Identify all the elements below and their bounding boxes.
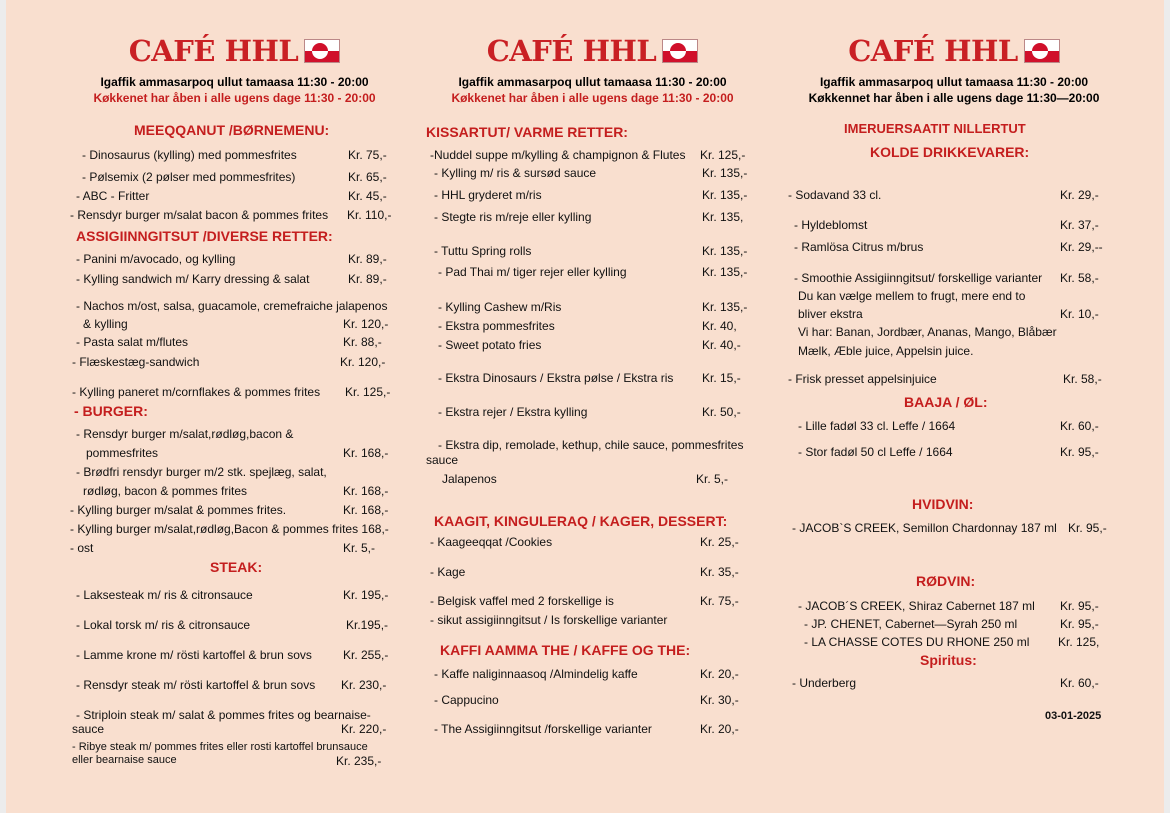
menu-item: - Kylling sandwich m/ Karry dressing & salat: [76, 272, 310, 286]
menu-item: - Laksesteak m/ ris & citronsauce: [76, 588, 253, 602]
menu-item: - Sodavand 33 cl.: [788, 188, 882, 202]
menu-item: - Ekstra dip, remolade, kethup, chile sauce, pommesfrites: [438, 438, 744, 452]
menu-item: Jalapenos: [442, 472, 497, 486]
menu-item: - Dinosaurus (kylling) med pommesfrites: [82, 148, 297, 162]
menu-item: - Stor fadøl 50 cl Leffe / 1664: [798, 445, 953, 459]
menu-item: - ABC - Fritter: [76, 189, 150, 203]
menu-price: Kr. 135,-: [702, 300, 748, 314]
menu-price: Kr. 75,-: [700, 594, 739, 608]
menu-item: - Ramlösa Citrus m/brus: [794, 240, 924, 254]
menu-item: Du kan vælge mellem to frugt, mere end to: [798, 289, 1026, 303]
menu-price: Kr. 95,-: [1060, 599, 1099, 613]
menu-item: - Pasta salat m/flutes: [76, 335, 189, 349]
menu-item: - Stegte ris m/reje eller kylling: [434, 210, 592, 224]
menu-price: Kr. 30,-: [700, 693, 739, 707]
section-white-wine-title: HVIDVIN:: [912, 496, 974, 512]
menu-item: Mælk, Æble juice, Appelsin juice.: [798, 344, 974, 358]
menu-price: Kr. 125,-: [345, 385, 391, 399]
menu-price: Kr. 95,-: [1060, 617, 1099, 631]
menu-item: - JP. CHENET, Cabernet—Syrah 250 ml: [804, 617, 1018, 631]
menu-item: - Kylling burger m/salat,rødløg,Bacon & pommes frites 168,-: [70, 522, 389, 536]
menu-item: - Striploin steak m/ salat & pommes frites og bearnaise-: [76, 708, 371, 722]
menu-price: Kr. 58,-: [1063, 372, 1102, 386]
menu-price: Kr. 110,-: [347, 208, 392, 222]
menu-price: Kr. 29,--: [1060, 240, 1103, 254]
menu-item: - Rensdyr burger m/salat,rødløg,bacon &: [76, 427, 294, 441]
menu-item: - ost: [70, 541, 94, 555]
section-steak-title: STEAK:: [210, 559, 263, 575]
menu-item: - LA CHASSE COTES DU RHONE 250 ml: [804, 635, 1030, 649]
menu-price: Kr. 60,-: [1060, 419, 1099, 433]
menu-item: - Lille fadøl 33 cl. Leffe / 1664: [798, 419, 956, 433]
menu-price: Kr. 95,-: [1060, 445, 1099, 459]
menu-column-2: [420, 0, 765, 813]
menu-price: Kr. 25,-: [700, 535, 739, 549]
menu-price: Kr. 230,-: [341, 678, 387, 692]
menu-item: - Rensdyr steak m/ rösti kartoffel & brun sovs: [76, 678, 316, 692]
menu-item: - Cappucino: [434, 693, 499, 707]
cafe-title: CAFÉ HHL: [784, 34, 1124, 68]
menu-price: Kr. 10,-: [1060, 307, 1099, 321]
kitchen-hours-dk: Køkkennet har åben i alle ugens dage 11:30—20:00: [808, 91, 1100, 105]
menu-item: - Kage: [430, 565, 466, 579]
menu-item: - JACOB`S CREEK, Semillon Chardonnay 187 ml: [792, 521, 1057, 535]
menu-price: Kr. 235,-: [336, 754, 382, 768]
menu-item: - Underberg: [792, 676, 857, 690]
menu-price: Kr. 125,: [1058, 635, 1100, 649]
menu-price: Kr. 135,-: [702, 188, 748, 202]
menu-item: - Kylling burger m/salat & pommes frites.: [70, 503, 287, 517]
section-drinks-title: IMERUERSAATIT NILLERTUT: [844, 121, 1026, 136]
menu-price: Kr. 168,-: [343, 503, 389, 517]
menu-item: - Pad Thai m/ tiger rejer eller kylling: [438, 265, 627, 279]
kitchen-hours-dk: Køkkenet har åben i alle ugens dage 11:30 - 20:00: [93, 91, 376, 105]
menu-price: Kr. 135,: [702, 210, 744, 224]
section-dessert-title: KAAGIT, KINGULERAQ / KAGER, DESSERT:: [434, 513, 728, 529]
menu-item: - Lamme krone m/ rösti kartoffel & brun sovs: [76, 648, 312, 662]
section-red-wine-title: RØDVIN:: [916, 573, 976, 589]
menu-price: Kr. 29,-: [1060, 188, 1099, 202]
menu-item: - Ekstra Dinosaurs / Ekstra pølse / Ekstra ris: [438, 371, 674, 385]
menu-price: Kr. 35,-: [700, 565, 739, 579]
menu-price: Kr. 20,-: [700, 667, 739, 681]
opening-hours-kl: Igaffik ammasarpoq ullut tamaasa 11:30 - 20:00: [458, 75, 727, 89]
menu-item: - Belgisk vaffel med 2 forskellige is: [430, 594, 614, 608]
section-beer-title: BAAJA / ØL:: [904, 394, 988, 410]
menu-item: - Kylling Cashew m/Ris: [438, 300, 562, 314]
section-kids-title: MEEQQANUT /BØRNEMENU:: [134, 122, 330, 138]
menu-item: - Kylling paneret m/cornflakes & pommes frites: [72, 385, 321, 399]
menu-item: pommesfrites: [86, 446, 159, 460]
section-warm-title: KISSARTUT/ VARME RETTER:: [426, 124, 628, 140]
menu-price: Kr. 5,-: [696, 472, 729, 486]
section-burger-title: - BURGER:: [74, 403, 148, 419]
menu-price: Kr. 58,-: [1060, 271, 1099, 285]
menu-price: Kr. 168,-: [343, 446, 389, 460]
menu-price: Kr. 135,-: [702, 244, 748, 258]
menu-price: Kr. 89,-: [348, 272, 387, 286]
menu-price: Kr. 120,-: [343, 317, 389, 331]
menu-item: - Frisk presset appelsinjuice: [788, 372, 937, 386]
menu-price: Kr. 45,-: [348, 189, 387, 203]
menu-price: Kr. 168,-: [343, 484, 389, 498]
greenland-flag-icon: [662, 39, 698, 63]
menu-item: - Tuttu Spring rolls: [434, 244, 532, 258]
menu-price: Kr. 88,-: [343, 335, 382, 349]
menu-price: Kr. 125,-: [700, 148, 746, 162]
menu-price: Kr. 20,-: [700, 722, 739, 736]
menu-price: Kr. 40,: [702, 319, 737, 333]
menu-item: sauce: [72, 722, 105, 736]
opening-hours-kl: Igaffik ammasarpoq ullut tamaasa 11:30 - 20:00: [819, 75, 1089, 89]
menu-item: bliver ekstra: [798, 307, 863, 321]
cafe-title: CAFÉ HHL: [62, 34, 407, 68]
menu-item: - Flæskestæg-sandwich: [72, 355, 200, 369]
kitchen-hours-dk: Køkkenet har åben i alle ugens dage 11:30 - 20:00: [451, 91, 734, 105]
menu-price: Kr. 37,-: [1060, 218, 1099, 232]
menu-price: Kr. 60,-: [1060, 676, 1099, 690]
menu-item: - Panini m/avocado, og kylling: [76, 252, 236, 266]
menu-price: Kr. 255,-: [343, 648, 389, 662]
menu-item: rødløg, bacon & pommes frites: [83, 484, 248, 498]
menu-item: - Rensdyr burger m/salat bacon & pommes frites: [70, 208, 329, 222]
menu-price: Kr. 195,-: [343, 588, 389, 602]
menu-item: - Ekstra rejer / Ekstra kylling: [438, 405, 588, 419]
section-spirits-title: Spiritus:: [920, 652, 977, 668]
section-cold-title: KOLDE DRIKKEVARER:: [870, 144, 1030, 160]
menu-item: - Hyldeblomst: [794, 218, 868, 232]
menu-price: Kr. 220,-: [341, 722, 387, 736]
menu-item: eller bearnaise sauce: [72, 754, 177, 766]
menu-item: - Pølsemix (2 pølser med pommesfrites): [82, 170, 296, 184]
menu-item: - Kaageeqqat /Cookies: [430, 535, 553, 549]
cafe-title: CAFÉ HHL: [420, 34, 765, 68]
section-misc-title: ASSIGIINNGITSUT /DIVERSE RETTER:: [76, 228, 333, 244]
menu-price: Kr. 95,-: [1068, 521, 1107, 535]
menu-item: - The Assigiinngitsut /forskellige varianter: [434, 722, 652, 736]
menu-price: Kr. 75,-: [348, 148, 387, 162]
menu-item: - Smoothie Assigiinngitsut/ forskellige varianter: [794, 271, 1043, 285]
menu-item: sauce: [426, 453, 459, 467]
menu-price: Kr. 135,-: [702, 166, 748, 180]
menu-item: - Lokal torsk m/ ris & citronsauce: [76, 618, 251, 632]
menu-price: Kr. 89,-: [348, 252, 387, 266]
menu-item: - Brødfri rensdyr burger m/2 stk. spejlæg, salat,: [76, 465, 327, 479]
menu-item: & kylling: [83, 317, 128, 331]
menu-price: Kr. 5,-: [343, 541, 376, 555]
menu-item: Vi har: Banan, Jordbær, Ananas, Mango, Blåbær: [798, 325, 1057, 339]
menu-price: Kr. 15,-: [702, 371, 741, 385]
greenland-flag-icon: [1024, 39, 1060, 63]
menu-price: Kr. 65,-: [348, 170, 387, 184]
menu-price: Kr. 120,-: [340, 355, 386, 369]
menu-date: 03-01-2025: [1045, 710, 1102, 722]
menu-item: - sikut assigiinngitsut / Is forskellige varianter: [430, 613, 668, 627]
opening-hours-kl: Igaffik ammasarpoq ullut tamaasa 11:30 - 20:00: [100, 75, 369, 89]
menu-item: - Nachos m/ost, salsa, guacamole, cremefraiche jalapenos: [76, 299, 388, 313]
menu-item: - Ribye steak m/ pommes frites eller rosti kartoffel brunsauce: [72, 741, 368, 753]
menu-price: Kr. 40,-: [702, 338, 741, 352]
menu-item: - Ekstra pommesfrites: [438, 319, 555, 333]
section-coffee-title: KAFFI AAMMA THE / KAFFE OG THE:: [440, 642, 691, 658]
menu-page: [6, 0, 1164, 813]
menu-item: -Nuddel suppe m/kylling & champignon & Flutes: [430, 148, 686, 162]
greenland-flag-icon: [304, 39, 340, 63]
menu-item: - Kylling m/ ris & sursød sauce: [434, 166, 597, 180]
menu-item: - Sweet potato fries: [438, 338, 542, 352]
menu-item: - JACOB´S CREEK, Shiraz Cabernet 187 ml: [798, 599, 1035, 613]
menu-column-1: [62, 0, 407, 813]
menu-item: - HHL gryderet m/ris: [434, 188, 542, 202]
menu-column-3: [784, 0, 1124, 813]
menu-price: Kr. 50,-: [702, 405, 741, 419]
menu-price: Kr.195,-: [346, 618, 389, 632]
menu-item: - Kaffe naliginnaasoq /Almindelig kaffe: [434, 667, 638, 681]
menu-price: Kr. 135,-: [702, 265, 748, 279]
